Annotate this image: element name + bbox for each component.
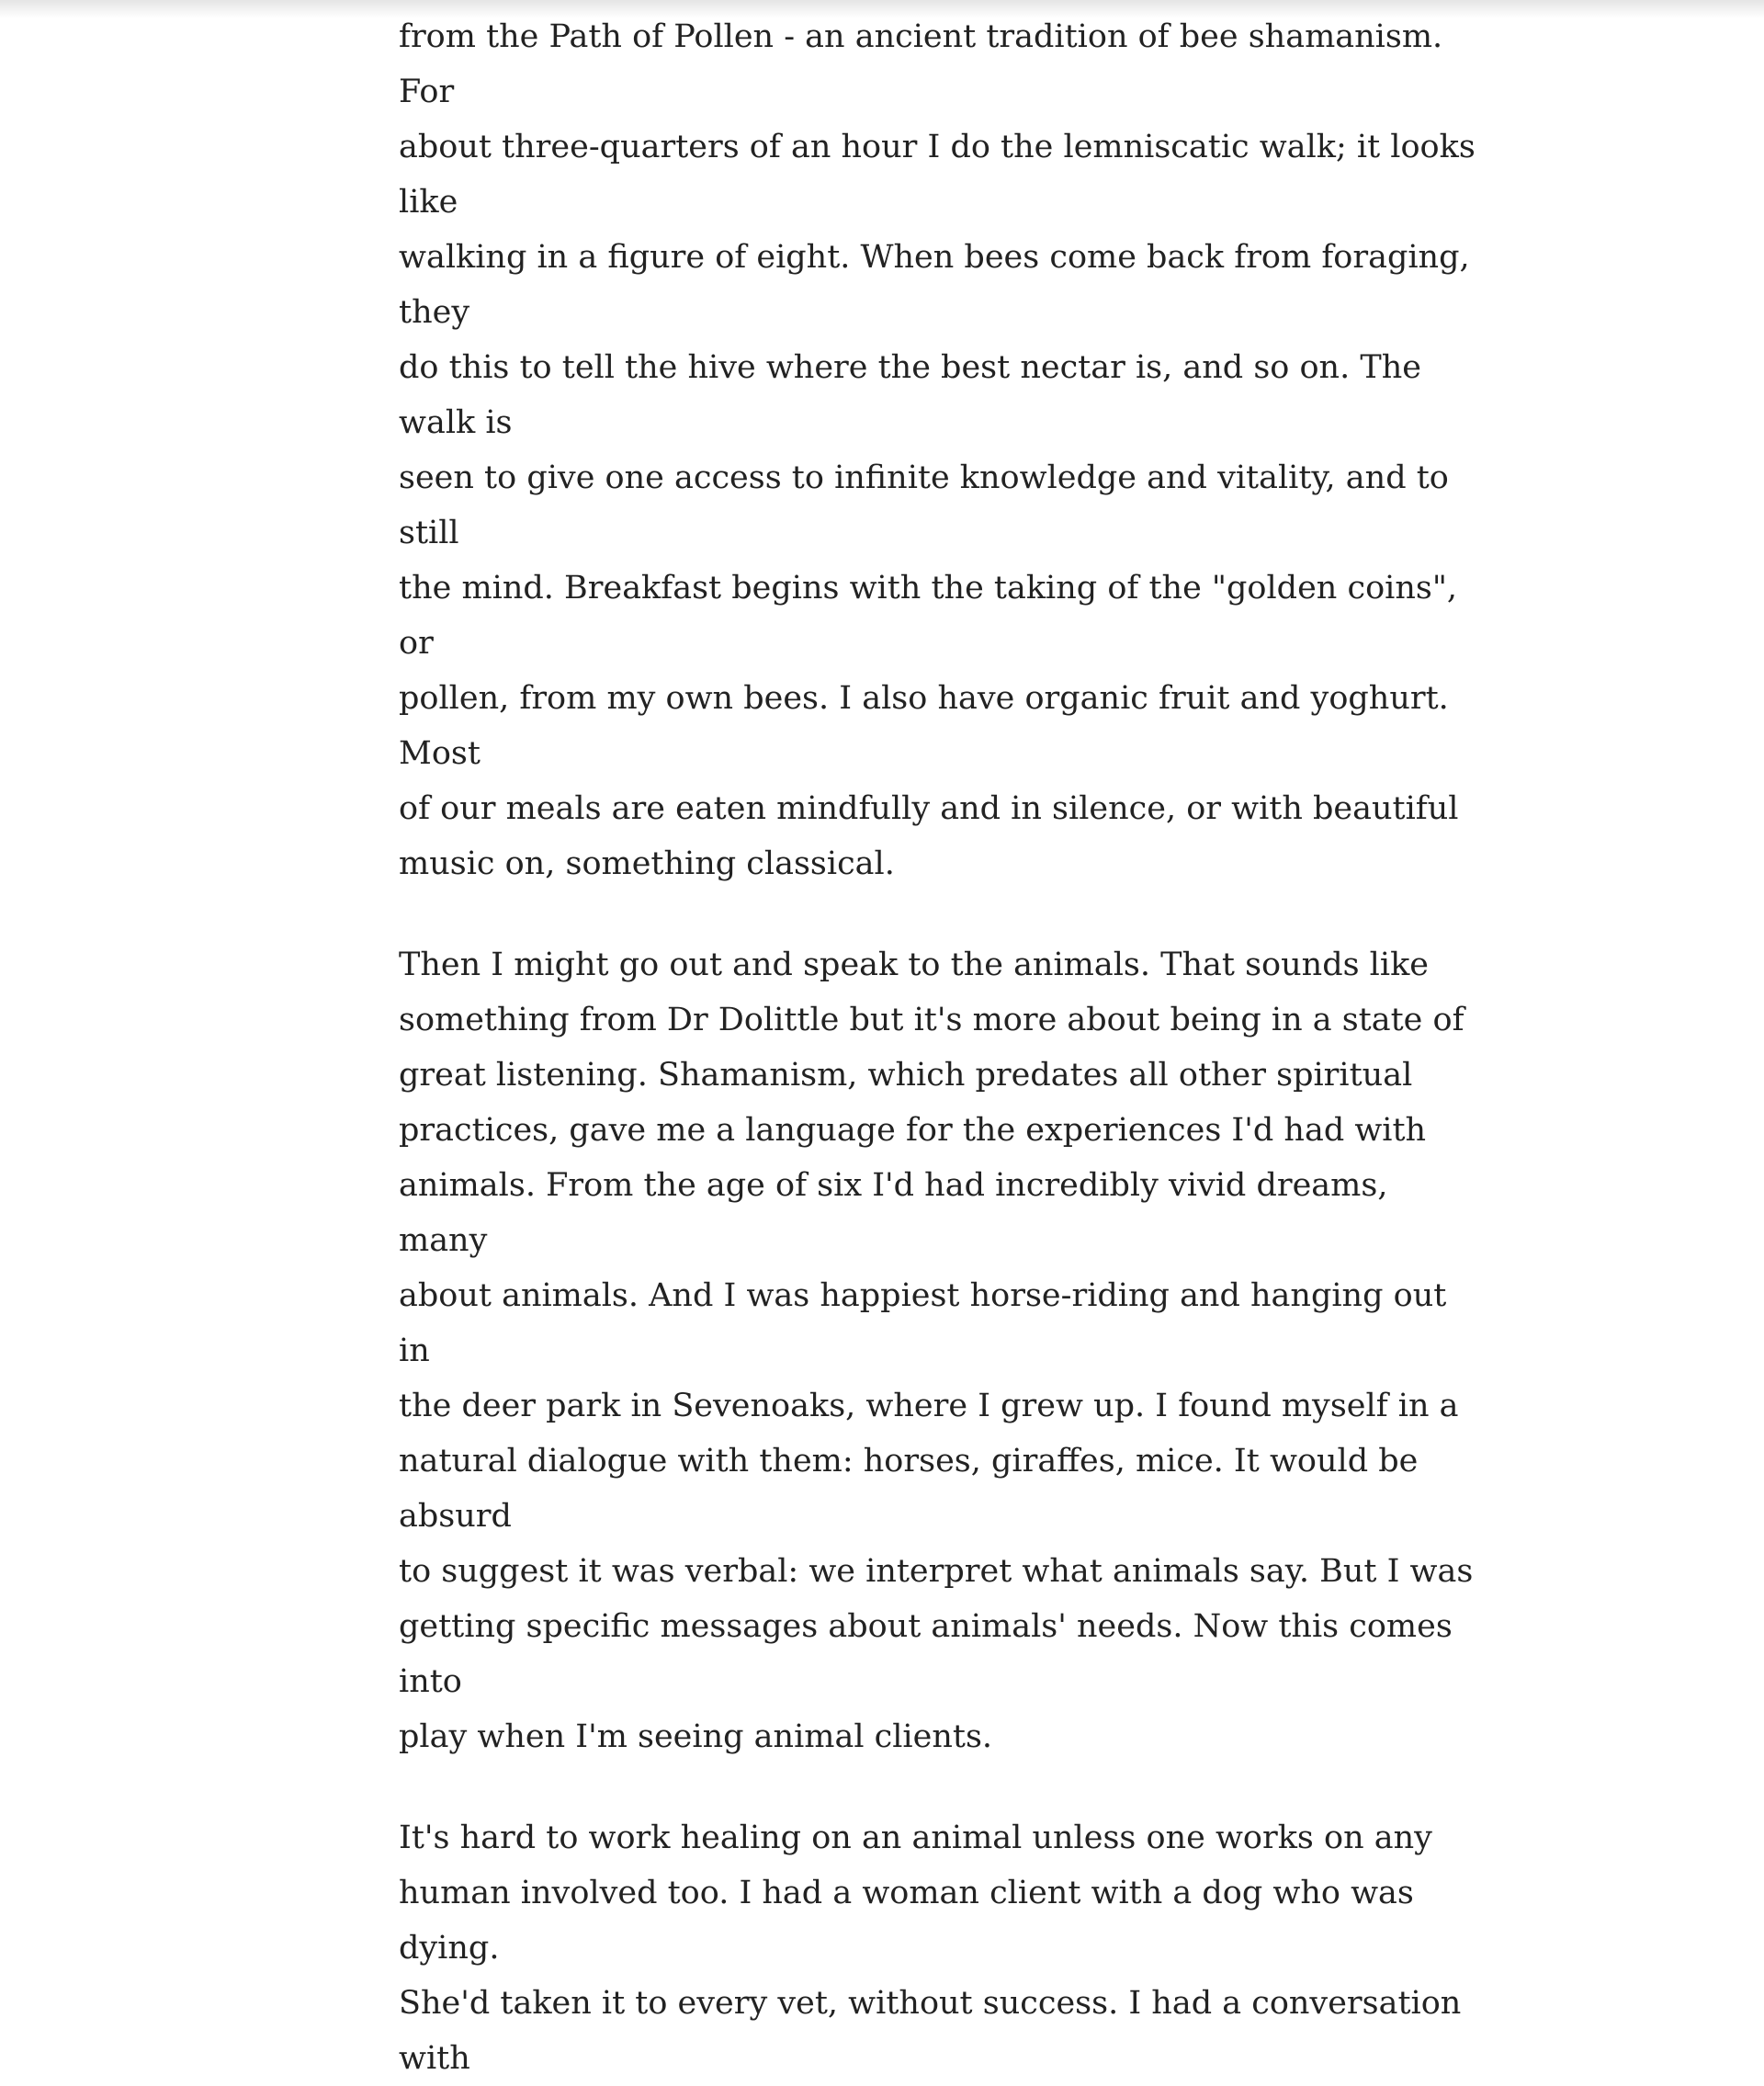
paragraph-bee-shamanism: from the Path of Pollen - an ancient tradition of bee shamanism. For about three-quarters of an hour I do the lemniscatic walk; it looks like walking in a figure of eight. When bees come back from foraging, they do this to tell the hive where the best nectar is, and so on. The walk is seen to give one access to infinite knowledge and vitality, and to still the mind. Breakfast begins with the taking of the "golden coins", or pollen, from my own bees. I also have organic fruit and yoghurt. Most of our meals are eaten mindfully and in silence, or with beautiful music on, something classical. [399,18,1476,882]
paragraph-healing-animals: It's hard to work healing on an animal unless one works on any human involved too. I had a woman client with a dog who was dying. She'd taken it to every vet, without success. I had a conversation with [399,1820,1462,2077]
article-body [399,9,1483,2086]
paragraph-speaking-to-animals: Then I might go out and speak to the animals. That sounds like something from Dr Dolittle but it's more about being in a state of great listening. Shamanism, which predates all other spiritual practices, gave me a language for the experiences I'd had with animals. From the age of six I'd had incredibly vivid dreams, many about animals. And I was happiest horse-riding and hanging out in the deer park in Sevenoaks, where I grew up. I found myself in a natural dialogue with them: horses, giraffes, mice. It would be absurd to suggest it was verbal: we interpret what animals say. But I was getting specific messages about animals' needs. Now this comes into play when I'm seeing animal clients. [399,947,1474,1755]
